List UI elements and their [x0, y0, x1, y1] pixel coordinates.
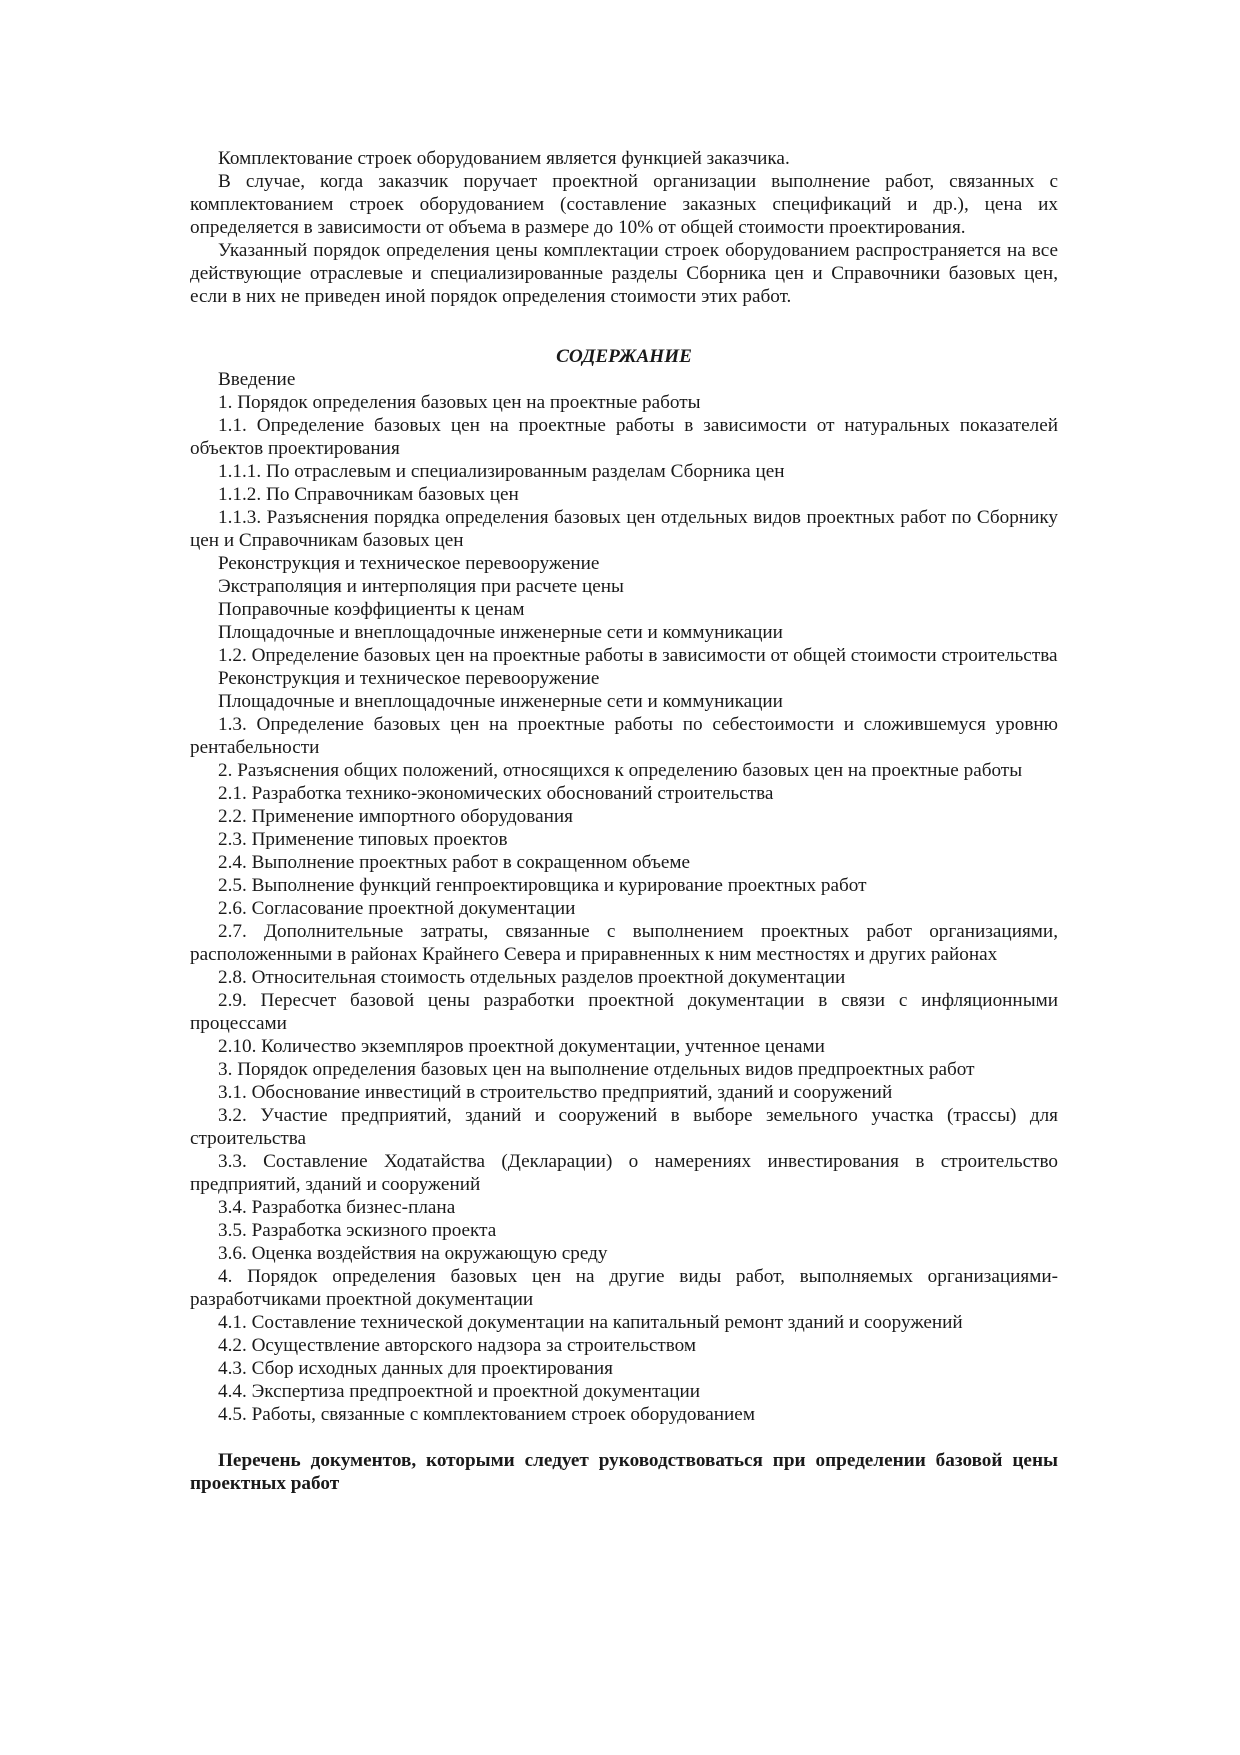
toc-item: 2.6. Согласование проектной документации — [218, 898, 576, 919]
toc-item: 3.3. Составление Ходатайства (Декларации) о намерениях инвестирования в строительство предприятий, зданий и сооружений — [190, 1151, 1058, 1195]
intro-paragraph-3: Указанный порядок определения цены комплектации строек оборудованием распространяется на все действующие отраслевые и специализированные разделы Сборника цен и Справочники базовых цен, если в них не приведен иной порядок определения стоимости этих работ. — [190, 240, 1058, 307]
toc-item: 2.3. Применение типовых проектов — [218, 829, 508, 850]
toc-item: 1.1. Определение базовых цен на проектные работы в зависимости от натуральных показателей объектов проектирования — [190, 415, 1058, 459]
toc-item: Реконструкция и техническое перевооружение — [218, 668, 600, 689]
toc-item: 2.5. Выполнение функций генпроектировщика и курирование проектных работ — [218, 875, 867, 896]
toc-item: 1.1.1. По отраслевым и специализированным разделам Сборника цен — [218, 461, 785, 482]
toc-item: Площадочные и внеплощадочные инженерные сети и коммуникации — [218, 691, 783, 712]
toc-item: 4.3. Сбор исходных данных для проектирования — [218, 1358, 613, 1379]
intro-paragraph-2: В случае, когда заказчик поручает проектной организации выполнение работ, связанных с комплектованием строек оборудованием (составление заказных спецификаций и др.), цена их определяется в зависимости от объема в размере до 10% от общей стоимости проектирования. — [190, 171, 1058, 238]
toc-item: 3.2. Участие предприятий, зданий и сооружений в выборе земельного участка (трассы) для строительства — [190, 1105, 1058, 1149]
toc-item: 4.2. Осуществление авторского надзора за строительством — [218, 1335, 697, 1356]
toc-item: 4.1. Составление технической документации на капитальный ремонт зданий и сооружений — [218, 1312, 963, 1333]
toc-item: 2.8. Относительная стоимость отдельных разделов проектной документации — [218, 967, 846, 988]
toc-item: Площадочные и внеплощадочные инженерные сети и коммуникации — [218, 622, 783, 643]
toc-item: 2.2. Применение импортного оборудования — [218, 806, 573, 827]
table-of-contents — [190, 368, 1058, 1426]
toc-item: 2.4. Выполнение проектных работ в сокращенном объеме — [218, 852, 691, 873]
intro-section — [190, 147, 1058, 308]
toc-title: СОДЕРЖАНИЕ — [556, 346, 692, 367]
toc-item: 1.2. Определение базовых цен на проектные работы в зависимости от общей стоимости строительства — [218, 645, 1058, 666]
documents-list-heading: Перечень документов, которыми следует руководствоваться при определении базовой цены проектных работ — [190, 1450, 1058, 1494]
toc-item: 1.1.2. По Справочникам базовых цен — [218, 484, 519, 505]
toc-item: 2.10. Количество экземпляров проектной документации, учтенное ценами — [218, 1036, 825, 1057]
toc-item: Введение — [218, 369, 296, 390]
toc-item: 4.4. Экспертиза предпроектной и проектной документации — [218, 1381, 701, 1402]
toc-item: 4.5. Работы, связанные с комплектованием строек оборудованием — [218, 1404, 755, 1425]
toc-item: 2.1. Разработка технико-экономических обоснований строительства — [218, 783, 774, 804]
toc-item: 2.9. Пересчет базовой цены разработки проектной документации в связи с инфляционными процессами — [190, 990, 1058, 1034]
toc-item: Экстраполяция и интерполяция при расчете цены — [218, 576, 624, 597]
toc-item: 3.4. Разработка бизнес-плана — [218, 1197, 456, 1218]
toc-item: 1.1.3. Разъяснения порядка определения базовых цен отдельных видов проектных работ по Сборнику цен и Справочникам базовых цен — [190, 507, 1058, 551]
toc-item: 2. Разъяснения общих положений, относящихся к определению базовых цен на проектные работы — [218, 760, 1023, 781]
toc-item: 4. Порядок определения базовых цен на другие виды работ, выполняемых организациями-разработчиками проектной документации — [190, 1266, 1058, 1310]
toc-item: 3.1. Обоснование инвестиций в строительство предприятий, зданий и сооружений — [218, 1082, 893, 1103]
toc-item: 2.7. Дополнительные затраты, связанные с выполнением проектных работ организациями, расположенными в районах Крайнего Севера и приравненных к ним местностях и других районах — [190, 921, 1058, 965]
intro-paragraph-1: Комплектование строек оборудованием является функцией заказчика. — [218, 148, 790, 169]
toc-item: 1.3. Определение базовых цен на проектные работы по себестоимости и сложившемуся уровню рентабельности — [190, 714, 1058, 758]
toc-item: Реконструкция и техническое перевооружение — [218, 553, 600, 574]
toc-item: 1. Порядок определения базовых цен на проектные работы — [218, 392, 701, 413]
toc-item: Поправочные коэффициенты к ценам — [218, 599, 525, 620]
document-page — [190, 147, 1058, 1495]
toc-item: 3.6. Оценка воздействия на окружающую среду — [218, 1243, 608, 1264]
toc-item: 3.5. Разработка эскизного проекта — [218, 1220, 497, 1241]
toc-item: 3. Порядок определения базовых цен на выполнение отдельных видов предпроектных работ — [218, 1059, 975, 1080]
